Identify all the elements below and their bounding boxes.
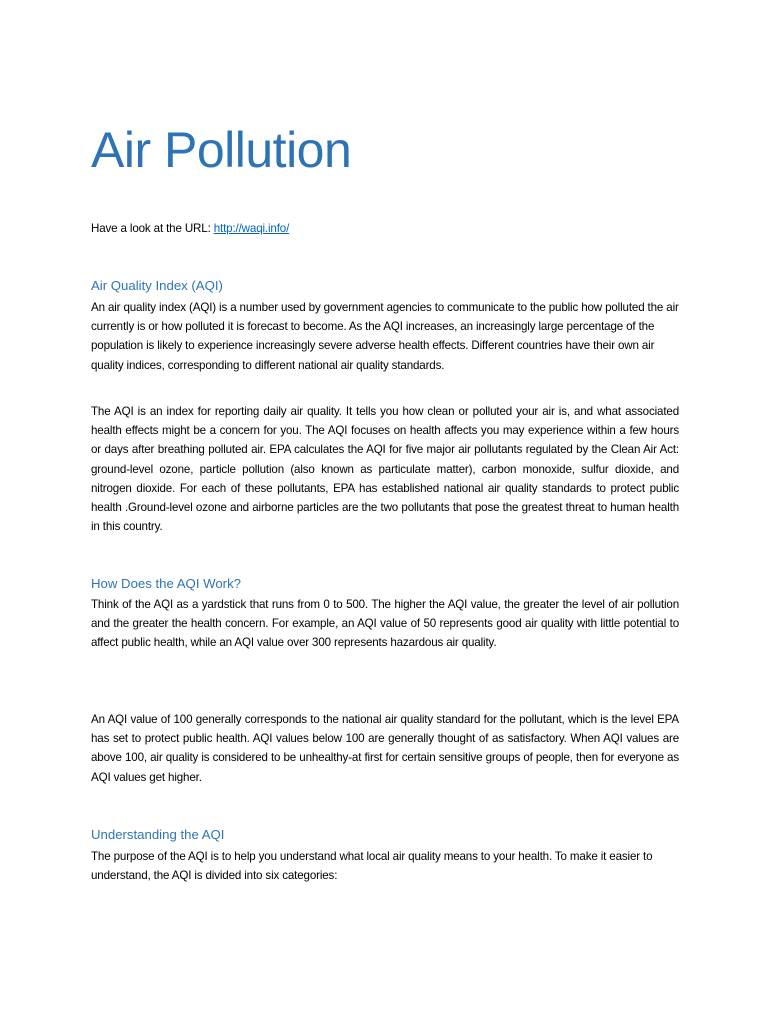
paragraph-aqi-index: The AQI is an index for reporting daily air quality. It tells you how clean or polluted your air is, and what associated health effects might be a concern for you. The AQI focuses on health affects you may experience within a few hours or days after breathing polluted air. EPA calculates the AQI for five major air pollutants regulated by the Clean Air Act: ground-level ozone, particle pollution (also known as particulate matter), carbon monoxide, sulfur dioxide, and nitrogen dioxide. For each of these pollutants, EPA has established national air quality standards to protect public health .Ground-level ozone and airborne particles are the two pollutants that pose the greatest threat to human health in this country.	[91, 405, 679, 534]
document-title: Air Pollution	[91, 122, 352, 178]
section-heading-how-aqi-works: How Does the AQI Work?	[91, 576, 242, 591]
section-heading-understanding-aqi: Understanding the AQI	[91, 827, 225, 842]
url-link[interactable]: http://waqi.info/	[213, 222, 290, 235]
section-heading-aqi: Air Quality Index (AQI)	[91, 278, 223, 293]
paragraph-aqi-categories: The purpose of the AQI is to help you understand what local air quality means to your health. To make it easier to understand, the AQI is divided into six categories:	[91, 850, 653, 883]
paragraph-aqi-definition: An air quality index (AQI) is a number used by government agencies to communicate to the public how polluted the air currently is or how polluted it is forecast to become. As the AQI increases, an increasingly large percentage of the population is likely to experience increasingly severe adverse health effects. Different countries have their own air quality indices, corresponding to different national air quality standards.	[91, 301, 679, 372]
url-prefix: Have a look at the URL:	[91, 222, 214, 235]
paragraph-aqi-standard: An AQI value of 100 generally corresponds to the national air quality standard for the pollutant, which is the level EPA has set to protect public health. AQI values below 100 are generally thought of as satisfactory. When AQI values are above 100, air quality is considered to be unhealthy-at first for certain sensitive groups of people, then for everyone as AQI values get higher.	[91, 713, 679, 784]
url-line	[91, 219, 289, 238]
paragraph-aqi-yardstick: Think of the AQI as a yardstick that runs from 0 to 500. The higher the AQI value, the greater the level of air pollution and the greater the health concern. For example, an AQI value of 50 represents good air quality with little potential to affect public health, while an AQI value over 300 represents hazardous air quality.	[91, 598, 679, 650]
